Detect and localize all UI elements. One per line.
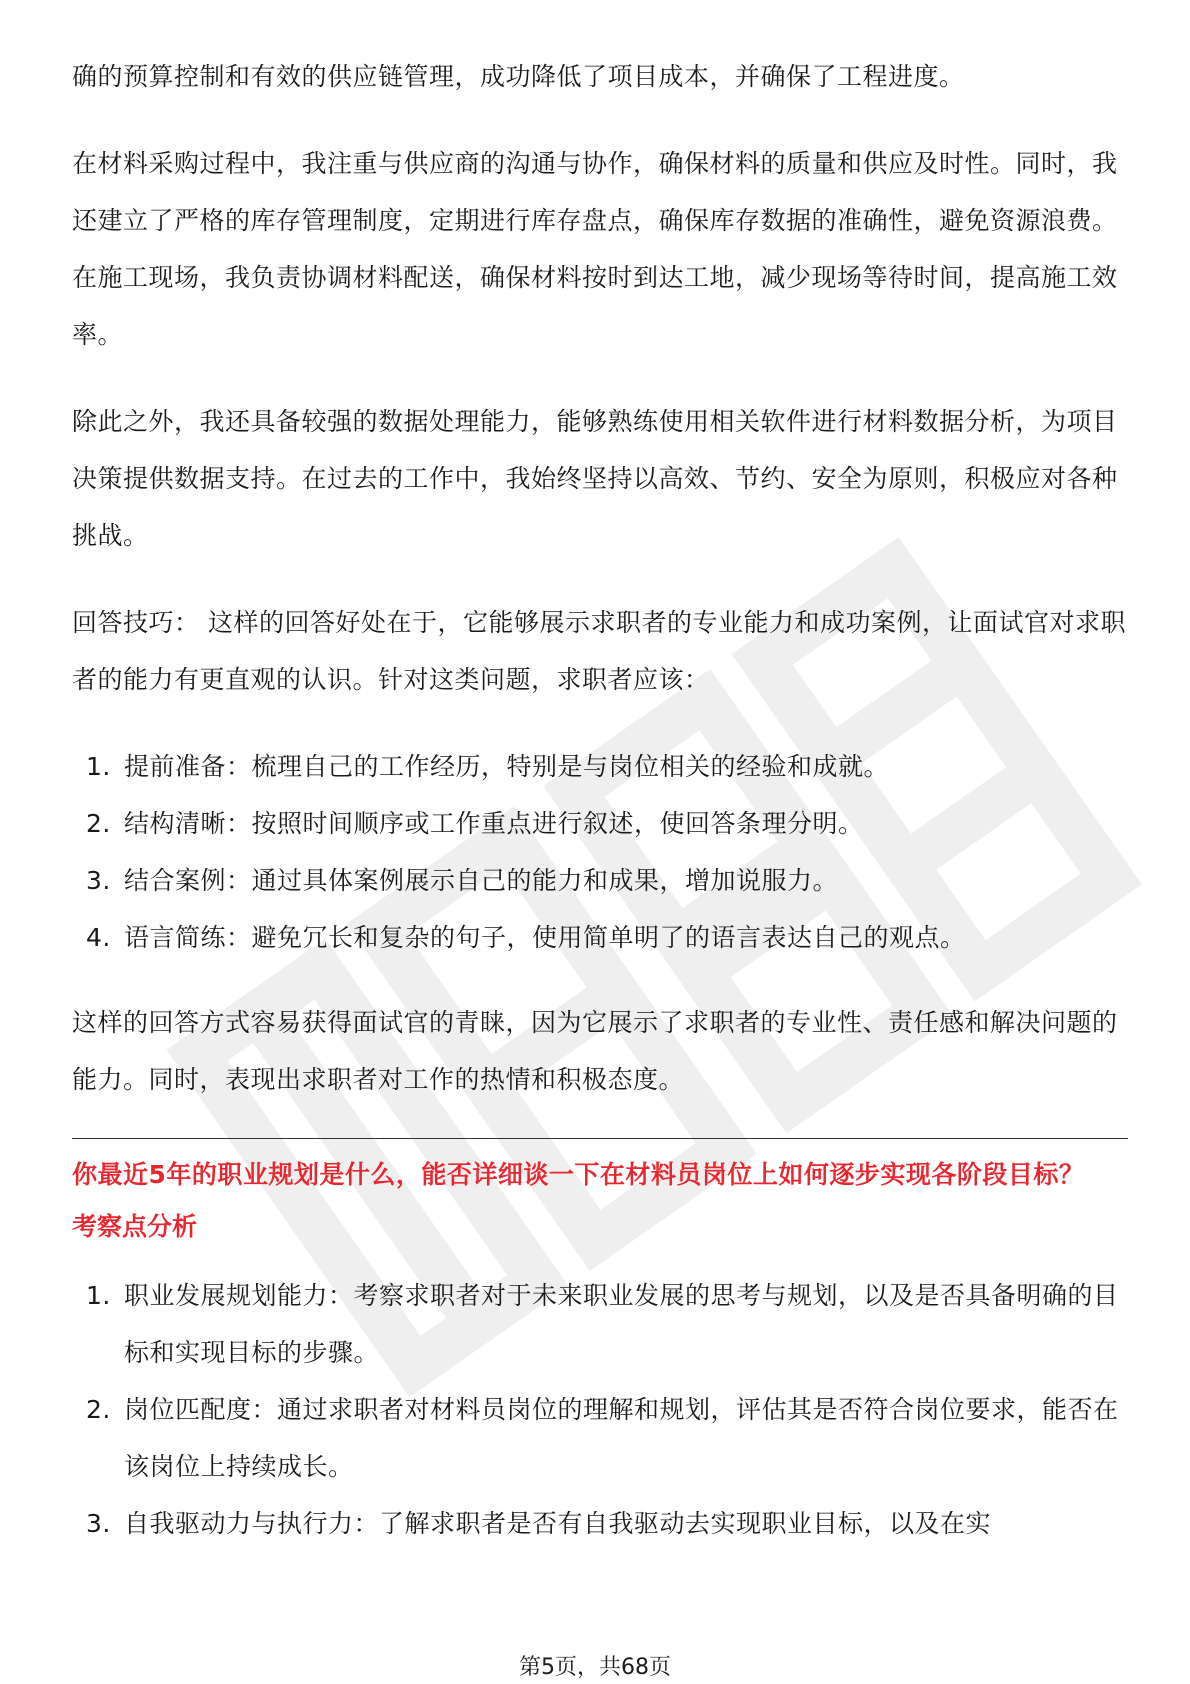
paragraph-data-skills: 除此之外，我还具备较强的数据处理能力，能够熟练使用相关软件进行材料数据分析，为项目决策提供数据支持。在过去的工作中，我始终坚持以高效、节约、安全为原则，积极应对各种挑战。 bbox=[72, 407, 1118, 550]
analysis-list bbox=[72, 1267, 1128, 1552]
section-divider bbox=[72, 1138, 1128, 1139]
paragraph-answer-tips: 回答技巧： 这样的回答好处在于，它能够展示求职者的专业能力和成功案例，让面试官对求职者的能力有更直观的认识。针对这类问题，求职者应该： bbox=[72, 608, 1126, 694]
section-title: 考察点分析 bbox=[72, 1212, 198, 1241]
paragraph-procurement: 在材料采购过程中，我注重与供应商的沟通与协作，确保材料的质量和供应及时性。同时，我还建立了严格的库存管理制度，定期进行库存盘点，确保库存数据的准确性，避免资源浪费。在施工现场，我负责协调材料配送，确保材料按时到达工地，减少现场等待时间，提高施工效率。 bbox=[72, 149, 1118, 349]
list-item: 1. 职业发展规划能力：考察求职者对于未来职业发展的思考与规划，以及是否具备明确的目标和实现目标的步骤。 bbox=[86, 1281, 1119, 1367]
list-item: 3. 结合案例：通过具体案例展示自己的能力和成果，增加说服力。 bbox=[86, 866, 839, 895]
list-item: 2. 结构清晰：按照时间顺序或工作重点进行叙述，使回答条理分明。 bbox=[86, 809, 864, 838]
list-item: 2. 岗位匹配度：通过求职者对材料员岗位的理解和规划，评估其是否符合岗位要求，能否在该岗位上持续成长。 bbox=[86, 1395, 1119, 1481]
tips-list bbox=[72, 738, 1128, 966]
question-heading: 你最近5年的职业规划是什么，能否详细谈一下在材料员岗位上如何逐步实现各阶段目标？ bbox=[72, 1160, 1085, 1189]
paragraph-budget: 确的预算控制和有效的供应链管理，成功降低了项目成本，并确保了工程进度。 bbox=[72, 62, 965, 91]
document-page bbox=[72, 48, 1128, 1580]
paragraph-closing: 这样的回答方式容易获得面试官的青睐，因为它展示了求职者的专业性、责任感和解决问题的能力。同时，表现出求职者对工作的热情和积极态度。 bbox=[72, 1008, 1118, 1094]
list-item: 1. 提前准备：梳理自己的工作经历，特别是与岗位相关的经验和成就。 bbox=[86, 752, 890, 781]
list-item: 3. 自我驱动力与执行力：了解求职者是否有自我驱动去实现职业目标，以及在实 bbox=[86, 1509, 992, 1538]
page-footer: 第5页，共68页 bbox=[519, 1655, 671, 1680]
list-item: 4. 语言简练：避免冗长和复杂的句子，使用简单明了的语言表达自己的观点。 bbox=[86, 923, 966, 952]
